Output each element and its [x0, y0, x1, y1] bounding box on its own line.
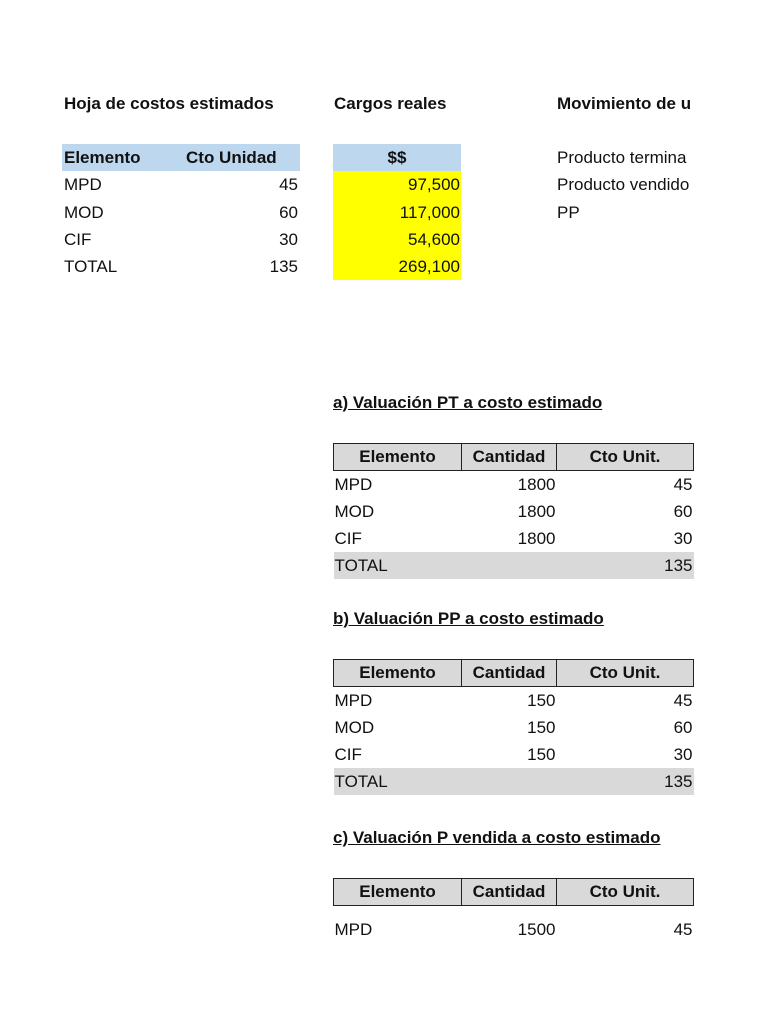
cargos-value: 117,000	[399, 203, 460, 222]
hoja-row-value: 30	[279, 230, 298, 249]
cell-elemento: MPD	[334, 919, 373, 939]
section-a-title: a) Valuación PT a costo estimado	[333, 393, 603, 412]
cell-cto-unit: 60	[673, 717, 693, 737]
cell-cantidad: 1800	[517, 474, 556, 494]
movimiento-item: Producto termina	[557, 148, 687, 167]
cell-elemento: MPD	[334, 474, 373, 494]
table-row	[334, 471, 694, 499]
table-row	[334, 916, 694, 943]
hoja-row-value: 135	[269, 257, 298, 276]
cell-cto-unit: 135	[557, 552, 694, 579]
section-c-title: c) Valuación P vendida a costo estimado	[333, 828, 661, 847]
section-b-title: b) Valuación PP a costo estimado	[333, 609, 604, 628]
col-header-elemento: Elemento	[334, 444, 462, 471]
table-row	[334, 714, 694, 741]
col-header-cantidad: Cantidad	[462, 444, 557, 471]
cell-cto-unit: 45	[673, 919, 693, 939]
cell-elemento: TOTAL	[334, 768, 462, 795]
cargos-value: 54,600	[408, 230, 460, 249]
col-header-elemento: Elemento	[334, 660, 462, 687]
cell-elemento: CIF	[334, 528, 362, 548]
cell-cto-unit: 45	[673, 690, 693, 710]
movimiento-item: Producto vendido	[557, 175, 690, 194]
table-total-row	[334, 768, 694, 795]
cell-cto-unit: 60	[673, 501, 693, 521]
col-header-elemento: Elemento	[334, 879, 462, 906]
movimiento-item: PP	[557, 203, 580, 222]
cell-cantidad	[462, 768, 557, 795]
hoja-header-elemento: Elemento	[64, 148, 141, 167]
hoja-row-label: MPD	[64, 175, 102, 194]
table-row	[334, 498, 694, 525]
cell-cto-unit: 135	[557, 768, 694, 795]
cargos-header: $$	[333, 144, 461, 171]
table-row	[334, 525, 694, 552]
movimiento-panel	[557, 90, 693, 240]
col-header-cantidad: Cantidad	[462, 879, 557, 906]
cell-cantidad: 1800	[517, 501, 556, 521]
cell-elemento: MOD	[334, 501, 375, 521]
cell-cto-unit: 30	[673, 528, 693, 548]
section-a-table	[333, 443, 694, 579]
section-b-table	[333, 659, 694, 795]
cell-elemento: MPD	[334, 690, 373, 710]
col-header-cto-unit: Cto Unit.	[557, 444, 694, 471]
cargos-value: 269,100	[398, 257, 460, 276]
cell-cantidad: 1800	[517, 528, 556, 548]
col-header-cantidad: Cantidad	[462, 660, 557, 687]
section-c-table	[333, 878, 694, 943]
cell-elemento: CIF	[334, 744, 362, 764]
cell-elemento: TOTAL	[334, 552, 462, 579]
table-row	[334, 687, 694, 715]
cell-cantidad: 1500	[517, 919, 556, 939]
hoja-row-label: MOD	[64, 203, 104, 222]
col-header-cto-unit: Cto Unit.	[557, 660, 694, 687]
cell-cto-unit: 30	[673, 744, 693, 764]
cargos-title: Cargos reales	[334, 94, 447, 113]
cell-cantidad: 150	[527, 690, 556, 710]
cell-cantidad: 150	[527, 744, 556, 764]
table-total-row	[334, 552, 694, 579]
hoja-row-label: TOTAL	[64, 257, 118, 276]
col-header-cto-unit: Cto Unit.	[557, 879, 694, 906]
table-row	[334, 741, 694, 768]
hoja-title: Hoja de costos estimados	[64, 94, 274, 113]
hoja-row-value: 60	[279, 203, 298, 222]
cargos-value: 97,500	[408, 175, 460, 194]
hoja-row-label: CIF	[64, 230, 92, 249]
cell-cto-unit: 45	[673, 474, 693, 494]
cell-cantidad: 150	[527, 717, 556, 737]
cell-elemento: MOD	[334, 717, 375, 737]
hoja-header-cto-unidad: Cto Unidad	[186, 148, 277, 167]
hoja-row-value: 45	[279, 175, 298, 194]
cell-cantidad	[462, 552, 557, 579]
movimiento-title: Movimiento de u	[557, 94, 692, 113]
